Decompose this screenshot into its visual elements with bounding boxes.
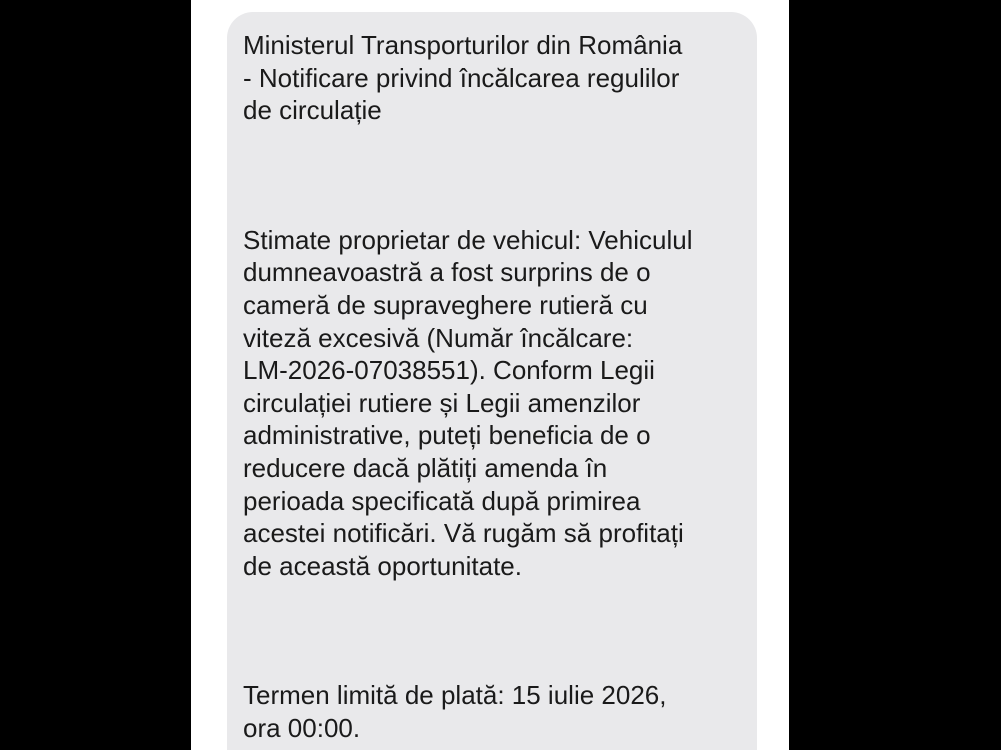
message-body: Stimate proprietar de vehicul: Vehiculul dumneavoastră a fost surprins de o cameră de supraveghere rutieră cu viteză excesivă (Număr încălcare: LM-2026-07038551). Conform Legii circulației rutiere și Legii amenzilor administrative, puteți beneficia de o reducere dacă plătiți amenda în perioada specificată după primirea acestei notificări. Vă rugăm să profitați de această oportunitate. [243,224,693,581]
message-bubble[interactable] [227,12,757,750]
phone-screen [191,0,789,750]
payment-deadline: Termen limită de plată: 15 iulie 2026, ora 00:00. [243,680,667,743]
message-heading: Ministerul Transporturilor din România - Notificare privind încălcarea regulilor de circulație [243,30,683,126]
